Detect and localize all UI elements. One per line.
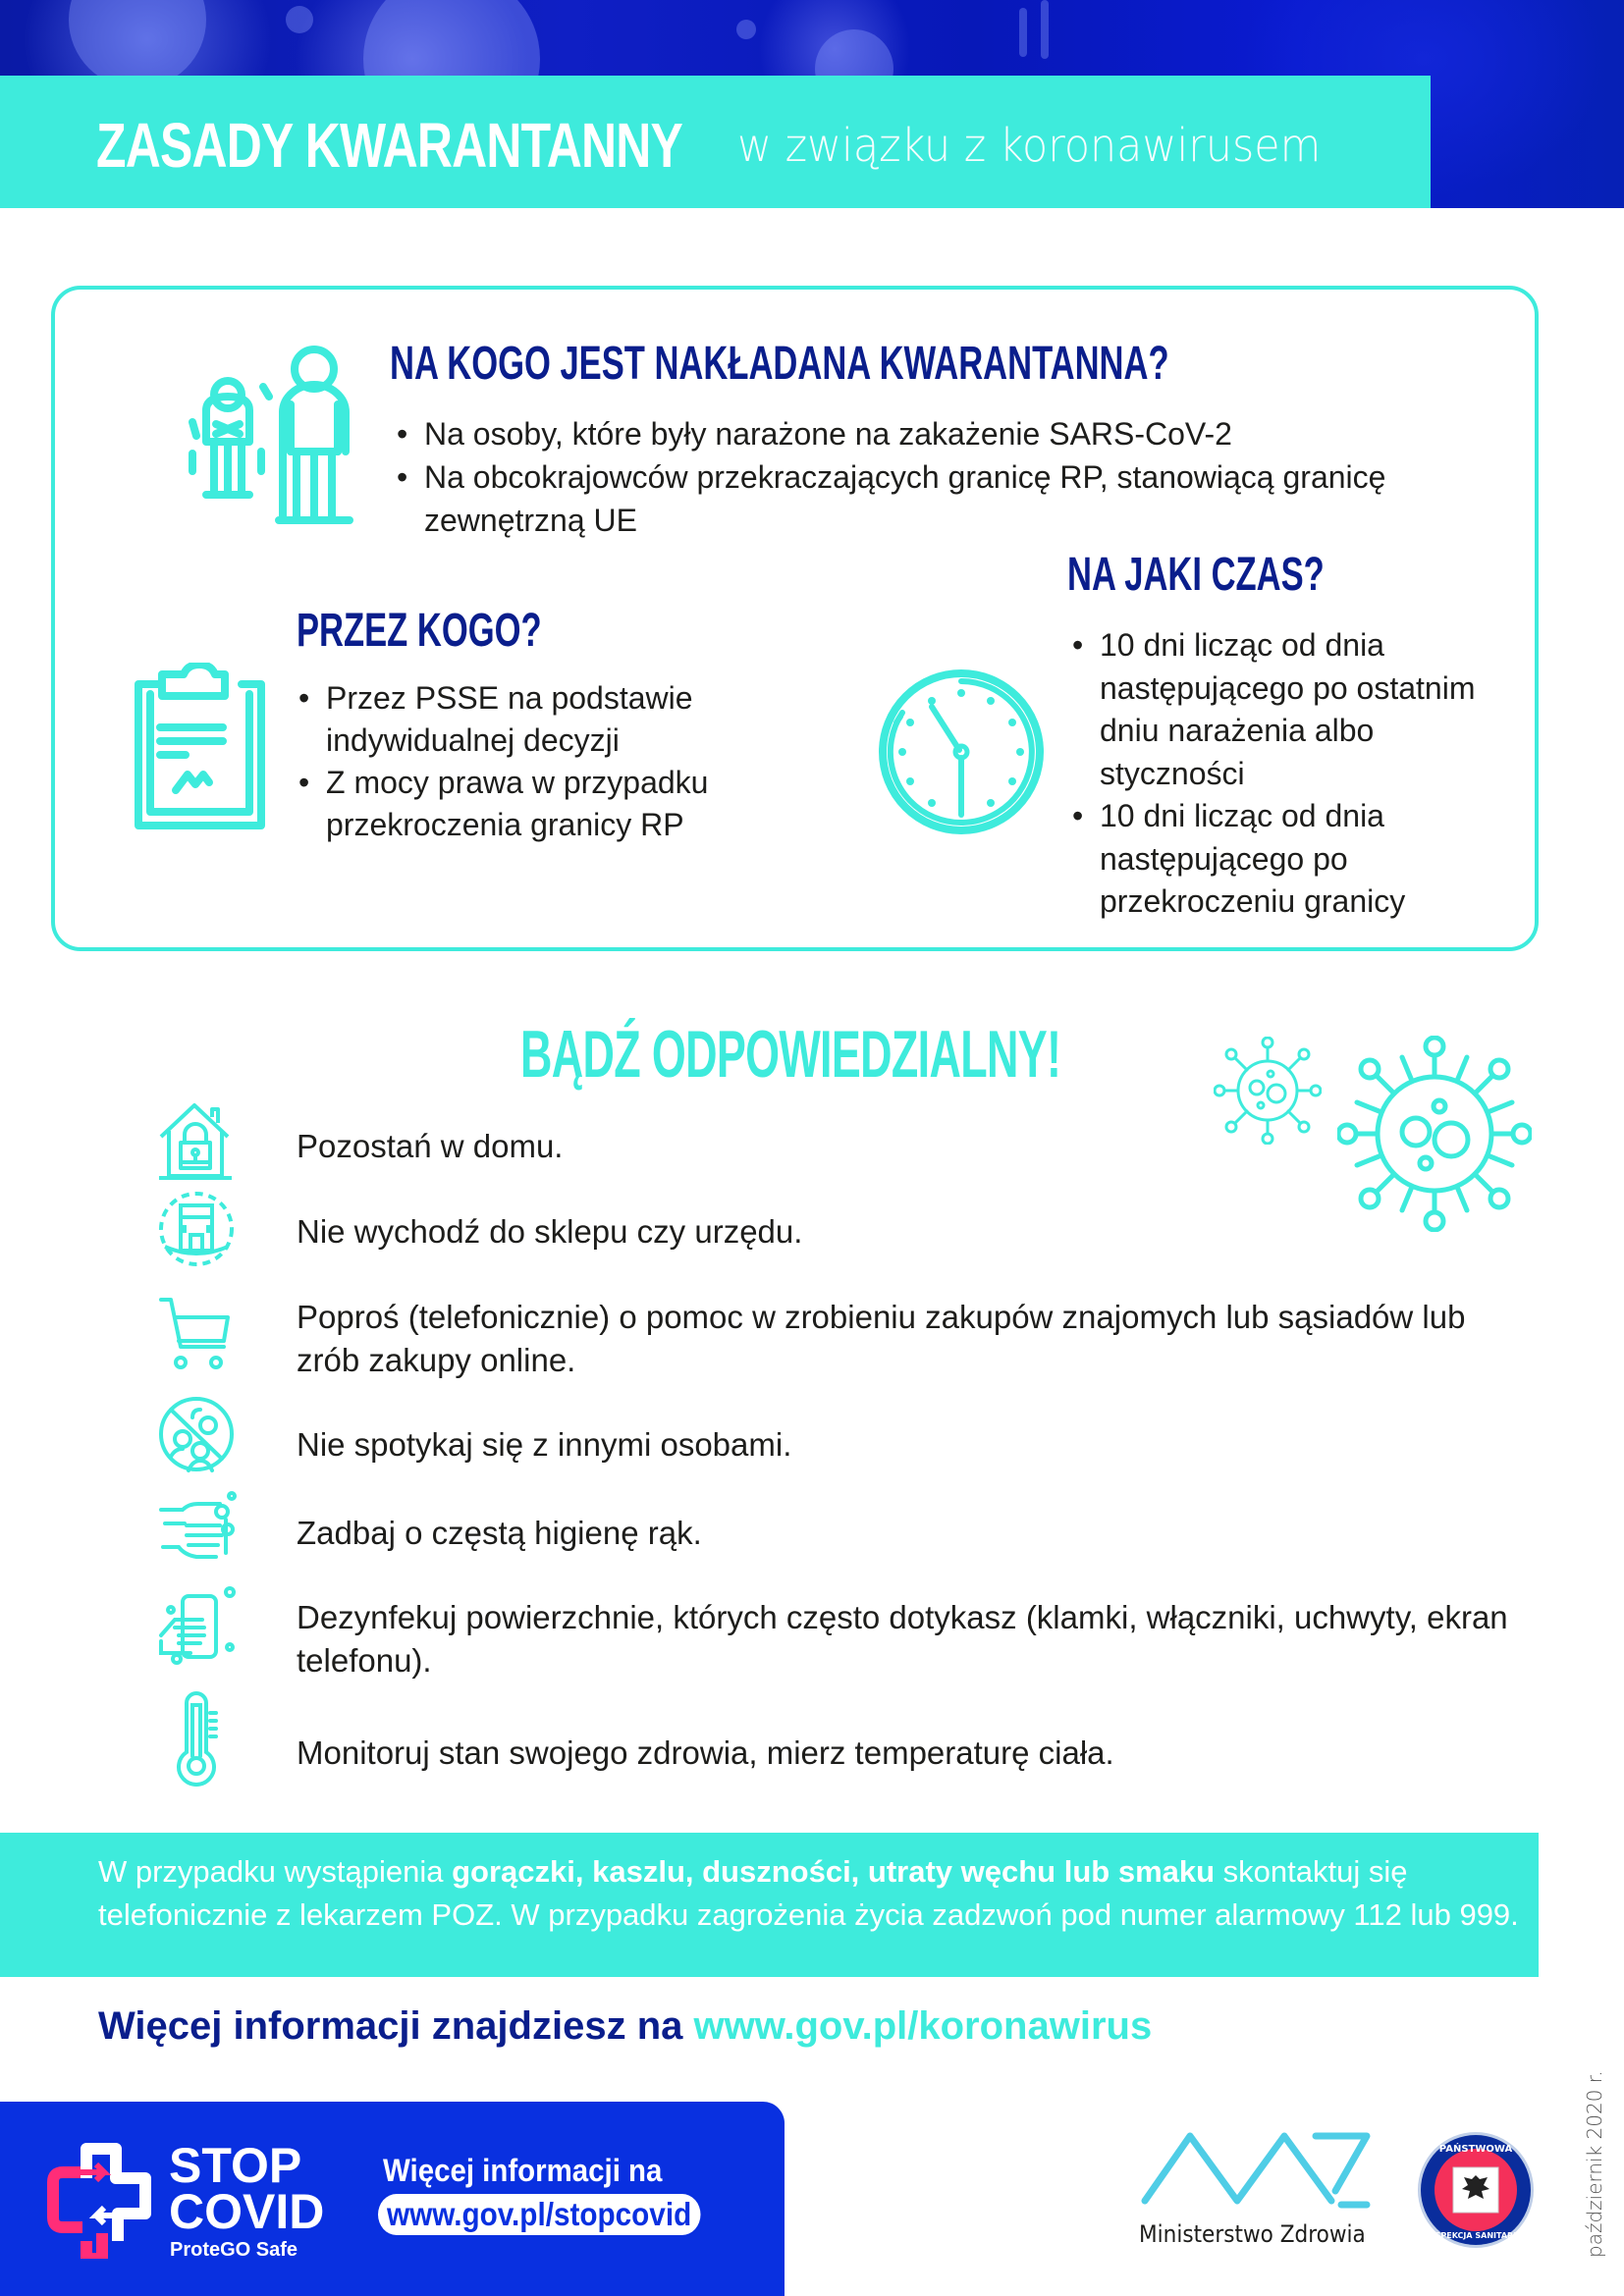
alert-text: skontaktuj się telefonicznie z lekarzem POZ. W przypadku zagrożenia życia zadzwoń pod numer alarmowy 112 lub 999. [98, 1854, 1519, 1932]
alert-text: W przypadku wystąpienia [98, 1854, 453, 1889]
rule-item: Dezynfekuj powierzchnie, których często dotykasz (klamki, włączniki, uchwyty, ekran telefonu). [297, 1599, 1508, 1679]
title-band [0, 76, 1431, 208]
list-item: • 10 dni licząc od dnia następującego po ostatnim dniu narażenia albo styczności [1068, 624, 1520, 795]
list-item: • Przez PSSE na podstawie indywidualnej decyzji [295, 677, 805, 762]
stopcovid-title-line1: STOP [169, 2138, 302, 2193]
publication-date: październik 2020 r. [1583, 2070, 1606, 2258]
stopcovid-tagline: ProteGO Safe [170, 2239, 298, 2261]
list-item: • Na osoby, które były narażone na zakażenie SARS-CoV-2 [393, 412, 1512, 455]
list-item: • Z mocy prawa w przypadku przekroczenia granicy RP [295, 762, 805, 846]
by-whom-list [295, 677, 805, 846]
heading-be-responsible: BĄDŹ ODPOWIEDZIALNY! [520, 1017, 1061, 1092]
more-info-label: Więcej informacji znajdziesz na [98, 2004, 694, 2048]
rule-item: Poproś (telefonicznie) o pomoc w zrobieniu zakupów znajomych lub sąsiadów lub zrób zakupy online. [297, 1299, 1466, 1378]
list-item: • 10 dni licząc od dnia następującego po przekroczeniu granicy [1068, 795, 1520, 924]
heading-duration: NA JAKI CZAS? [1067, 549, 1325, 601]
rule-item: Zadbaj o częstą higienę rąk. [297, 1515, 702, 1551]
ministry-of-health-label: Ministerstwo Zdrowia [1139, 2220, 1366, 2248]
page-title: ZASADY KWARANTANNY [96, 109, 683, 181]
stopcovid-more-label: Więcej informacji na [383, 2153, 663, 2188]
psis-emblem-icon [1416, 2130, 1536, 2250]
stopcovid-link[interactable]: www.gov.pl/stopcovid [378, 2194, 700, 2235]
heading-by-whom: PRZEZ KOGO? [297, 605, 542, 657]
hand-washing-icon [157, 1490, 238, 1569]
stopcovid-title-line2: COVID [169, 2184, 325, 2239]
psis-bottom-text: INSPEKCJA SANITARNA [1425, 2231, 1527, 2240]
no-gathering-icon [157, 1394, 236, 1474]
rule-item: Pozostań w domu. [297, 1128, 564, 1164]
heading-who: NA KOGO JEST NAKŁADANA KWARANTANNA? [390, 338, 1169, 390]
shopping-cart-icon [157, 1296, 236, 1374]
people-icon [177, 344, 353, 525]
clock-icon [877, 667, 1046, 836]
list-item: • Na obcokrajowców przekraczających granicę RP, stanowiącą granicę zewnętrzną UE [393, 455, 1512, 542]
symptoms-alert-band [0, 1833, 1539, 1977]
who-list [393, 412, 1512, 542]
store-icon [157, 1190, 236, 1268]
ministry-of-health-logo-icon [1139, 2130, 1375, 2213]
rule-item: Monitoruj stan swojego zdrowia, mierz temperaturę ciała. [297, 1735, 1114, 1771]
disinfect-surface-icon [157, 1584, 238, 1667]
more-info-line [98, 2004, 1152, 2049]
page-subtitle: w związku z koronawirusem [737, 118, 1322, 172]
stopcovid-panel [0, 2102, 785, 2296]
koronawirus-link[interactable]: www.gov.pl/koronawirus [693, 2004, 1153, 2048]
alert-symptoms: gorączki, kaszlu, duszności, utraty węchu lub smaku [452, 1854, 1216, 1889]
rule-item: Nie spotykaj się z innymi osobami. [297, 1426, 792, 1463]
house-lock-icon [157, 1101, 236, 1180]
psis-top-text: PAŃSTWOWA [1438, 2144, 1513, 2155]
stopcovid-logo-icon [47, 2143, 155, 2259]
thermometer-icon [173, 1691, 222, 1789]
header-banner-image [0, 0, 1624, 208]
duration-list [1068, 624, 1520, 924]
clipboard-icon [135, 663, 265, 829]
rule-item: Nie wychodź do sklepu czy urzędu. [297, 1213, 803, 1250]
